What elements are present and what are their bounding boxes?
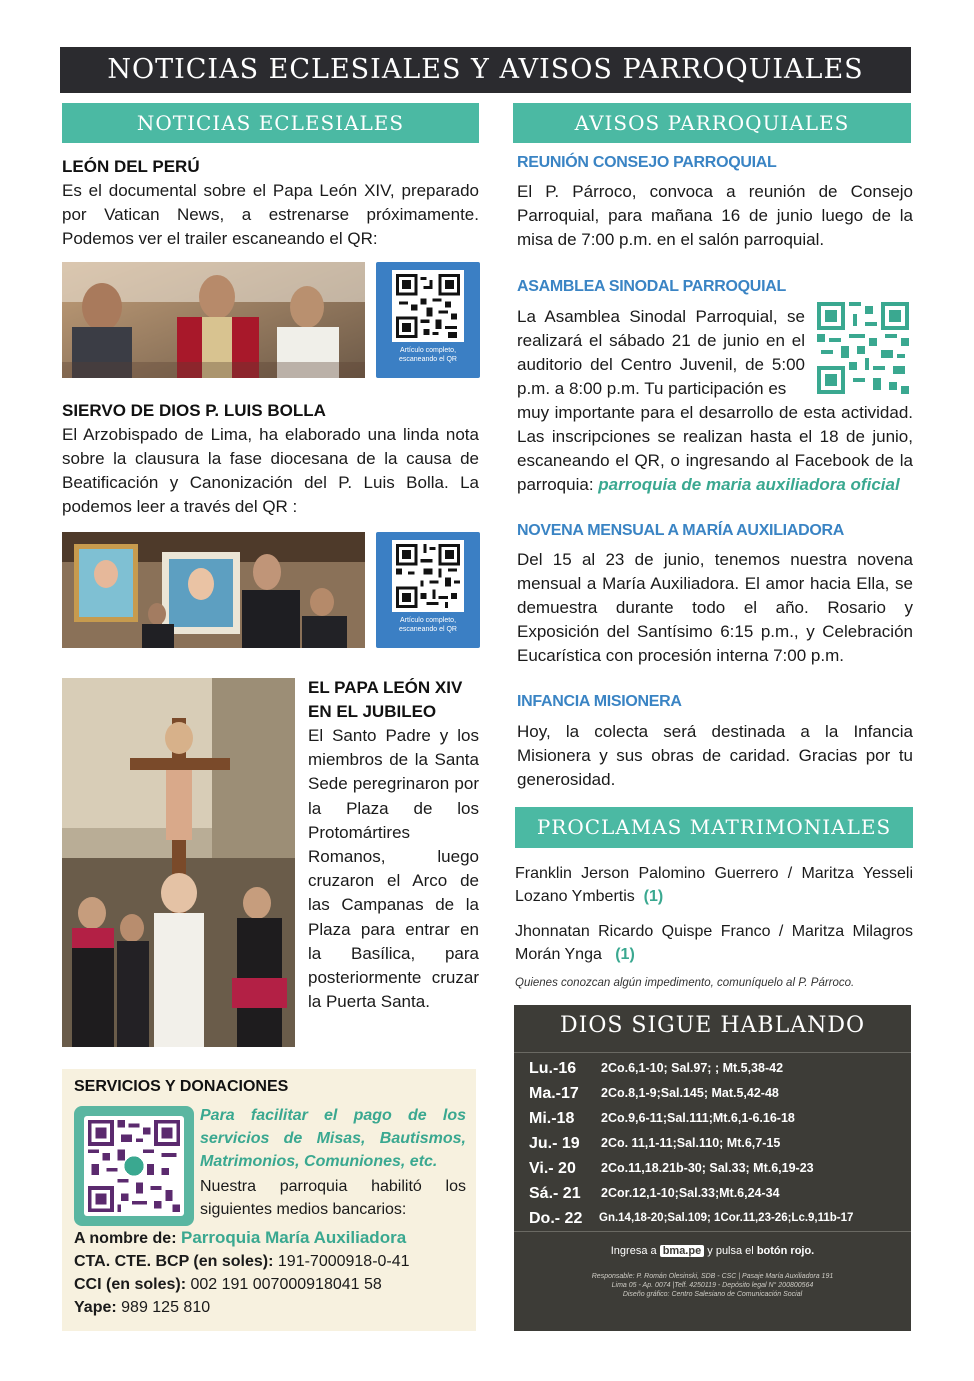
- jubileo-photo: [62, 678, 295, 1047]
- novena-title: NOVENA MENSUAL A MARÍA AUXILIADORA: [517, 522, 844, 539]
- services-qr-card[interactable]: [74, 1106, 194, 1226]
- novena-body: Del 15 al 23 de junio, tenemos nuestra novena mensual a María Auxiliadora. El amor hacia Ella, se demuestra durante todo el año. Rosario y Exposición del Santísimo 6:15 p.m., y Celebración Eucarística con procesión interna 7:00 p.m.: [517, 550, 913, 665]
- reading-row: Do.- 22 Gn.14,18-20;Sal.109; 1Cor.11,23-26;Lc.9,11b-17: [529, 1210, 854, 1227]
- qr-code-icon[interactable]: [84, 1116, 184, 1216]
- dios-sigue-hablando-box: [514, 1005, 911, 1331]
- infancia-title: INFANCIA MISIONERA: [517, 693, 682, 710]
- services-a-nombre: A nombre de: Parroquia María Auxiliadora: [74, 1228, 407, 1247]
- jubileo-body: El Santo Padre y los miembros de la Santa Sede peregrinaron por la Plaza de los Protomártires Romanos, luego cruzaron el Arco de las Campanas de la Plaza para entrar en la Basílica, para posteriormente cruzar la Puerta Santa.: [308, 726, 479, 1012]
- bolla-photo: [62, 532, 365, 648]
- asamblea-qr[interactable]: [817, 302, 909, 394]
- bma-link[interactable]: bma.pe: [660, 1245, 705, 1257]
- consejo-title: REUNIÓN CONSEJO PARROQUIAL: [517, 154, 777, 171]
- qr-caption: Artículo completo, escaneando el QR: [399, 617, 457, 633]
- ingresa-line: Ingresa a bma.pe y pulsa el botón rojo.: [610, 1245, 815, 1257]
- facebook-link[interactable]: parroquia de maria auxiliadora oficial: [598, 475, 900, 494]
- jubileo-title-1: EL PAPA LEÓN XIV: [308, 678, 463, 697]
- services-plain: Nuestra parroquia habilitó los siguientes medios bancarios:: [200, 1178, 466, 1218]
- reading-row: Sá.- 21 2Cor.12,1-10;Sal.33;Mt.6,24-34: [529, 1185, 780, 1202]
- reading-row: Ju.- 19 2Co. 11,1-11;Sal.110; Mt.6,7-15: [529, 1135, 781, 1152]
- services-cta: CTA. CTE. BCP (en soles): 191-7000918-0-41: [74, 1253, 410, 1270]
- leon-body: Es el documental sobre el Papa León XIV, preparado por Vatican News, a estrenarse próximamente. Podemos ver el trailer escaneando el QR:: [62, 181, 479, 248]
- divider: [514, 1052, 911, 1053]
- reading-row: Vi.- 20 2Co.11,18.21b-30; Sal.33; Mt.6,19-23: [529, 1160, 814, 1177]
- qr-caption: Artículo completo, escaneando el QR: [399, 347, 457, 363]
- services-yape: Yape: 989 125 810: [74, 1299, 211, 1316]
- qr-code-icon[interactable]: [817, 302, 909, 394]
- services-box: [62, 1069, 476, 1331]
- proclamas-note: Quienes conozcan algún impedimento, comuníquelo al P. Párroco.: [515, 977, 855, 989]
- infancia-body: Hoy, la colecta será destinada a la Infancia Misionera y sus obras de caridad. Gracias por tu generosidad.: [517, 722, 913, 789]
- page-banner: NOTICIAS ECLESIALES Y AVISOS PARROQUIALES: [60, 47, 911, 93]
- bolla-qr-card[interactable]: [376, 532, 480, 648]
- proclama-item: Jhonnatan Ricardo Quispe Franco / Maritza Milagros Morán Ynga (1): [515, 923, 913, 963]
- reading-row: Lu.-16 2Co.6,1-10; Sal.97; ; Mt.5,38-42: [529, 1060, 784, 1077]
- services-italic: Para facilitar el pago de los servicios de Misas, Bautismos, Matrimonios, Comuniones, etc.: [200, 1107, 466, 1170]
- bolla-body: El Arzobispado de Lima, ha elaborado una linda nota sobre la clausura la fase diocesana de la causa de Beatificación y Canonización del P. Luis Bolla. La podemos leer a través del QR :: [62, 425, 479, 516]
- dios-title: DIOS SIGUE HABLANDO: [559, 1013, 866, 1038]
- asamblea-title: ASAMBLEA SINODAL PARROQUIAL: [517, 278, 786, 295]
- leon-title: LEÓN DEL PERÚ: [62, 157, 200, 176]
- leon-qr-card[interactable]: [376, 262, 480, 378]
- qr-code-icon[interactable]: [392, 540, 464, 612]
- services-cci: CCI (en soles): 002 191 007000918041 58: [74, 1276, 382, 1293]
- reading-row: Mi.-18 2Co.9,6-11;Sal.111;Mt.6,1-6.16-18: [529, 1110, 795, 1127]
- divider: [514, 1231, 911, 1232]
- proclama-item: Franklin Jerson Palomino Guerrero / Maritza Yesseli Lozano Ymbertis (1): [515, 865, 913, 905]
- noticias-header: NOTICIAS ECLESIALES: [62, 103, 479, 143]
- asamblea-body-top: La Asamblea Sinodal Parroquial, se realizará el sábado 21 de junio en el auditorio del Centro Juvenil, de 5:00 p.m. a 8:00 p.m. Tu participación es: [517, 307, 805, 398]
- reading-row: Ma.-17 2Co.8,1-9;Sal.145; Mat.5,42-48: [529, 1085, 779, 1102]
- consejo-body: El P. Párroco, convoca a reunión de Consejo Parroquial, para mañana 16 de junio luego de la misa de 7:00 p.m. en el salón parroquial.: [517, 182, 913, 249]
- qr-code-icon[interactable]: [392, 270, 464, 342]
- jubileo-title-2: EN EL JUBILEO: [308, 702, 437, 721]
- credits: Responsable: P. Román Olesinski, SDB - CSC | Pasaje María Auxiliadora 191 Lima 05 - Ap. 0074 |Telf. 4250119 - Depósito legal N° 200800564 Diseño gráfico: Centro Salesiano de Comunicación Social: [591, 1273, 834, 1298]
- avisos-header: AVISOS PARROQUIALES: [513, 103, 911, 143]
- leon-photo: [62, 262, 365, 378]
- bolla-title: SIERVO DE DIOS P. LUIS BOLLA: [62, 401, 326, 420]
- asamblea-body-bottom: muy importante para el desarrollo de esta actividad. Las inscripciones se realizan hasta el 18 de junio, escaneando el QR, o ingresando al Facebook de la parroquia: parroquia de maria auxiliadora oficial: [517, 403, 913, 494]
- proclamas-header: PROCLAMAS MATRIMONIALES: [515, 807, 913, 848]
- services-title: SERVICIOS Y DONACIONES: [74, 1078, 289, 1095]
